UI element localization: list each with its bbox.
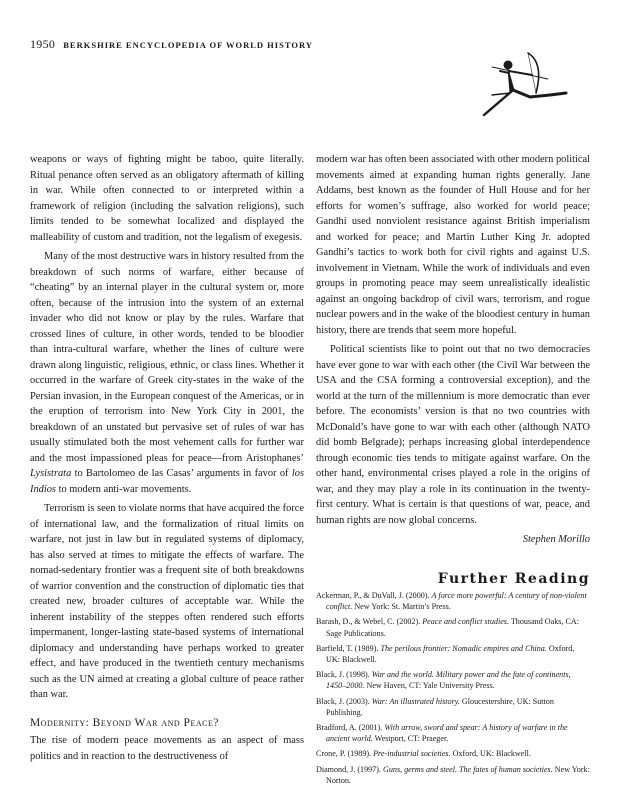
paragraph: modern war has often been associated with other modern political movements aimed at expanding human rights generally. Jane Addams, best known as the founder of Hull House and for her efforts for women’s suffrage, also worked for world peace; Gandhi used nonviolent resistance against British imperialism and worked for peace; and Martin Luther King Jr. adopted Gandhi’s tactics to work both for civil rights and against U.S. involvement in Vietnam. While the work of individuals and even groups in promoting peace may seem unrealistically idealistic against an ongoing backdrop of civil wars, terrorism, and rogue nuclear powers and in the wake of the bloodiest century in human history, there are trends that seem more hopeful. — [316, 154, 590, 336]
archer-icon — [470, 35, 570, 130]
paragraph: The rise of modern peace movements as an aspect of mass politics and in reaction to the destructiveness of — [30, 735, 304, 762]
further-reading-title: Further Reading — [437, 570, 590, 587]
page-number: 1950 — [30, 37, 56, 51]
paragraph: Terrorism is seen to violate norms that have acquired the force of international law, and the formalization of ritual limits on warfare, not just in law but in regulated systems of diplomacy, has also served at times to mitigate the effects of warfare. The nomad-sedentary frontier was a frequent site of both breakdowns of warrior convention and the construction of diplomatic ties that created new, broader cultures of acceptable war. While the inherent instability of the steppes often rendered such efforts impermanent, longer-lasting state-based systems of international diplomacy and understanding have perhaps worked to greater effect, and have produced in the twentieth century mechanisms such as the UN aimed at creating a global culture of peace rather than war. — [30, 503, 304, 700]
reference-item: Ackerman, P., & DuVall, J. (2000). A force more powerful: A century of non-violent conflict. New York: St. Martin’s Press. — [316, 591, 587, 612]
reference-item: Black, J. (2003). War: An illustrated history. Gloucestershire, UK: Sutton Publishing. — [316, 696, 554, 717]
running-title: BERKSHIRE ENCYCLOPEDIA OF WORLD HISTORY — [63, 40, 313, 50]
paragraph: Political scientists like to point out that no two democracies have ever gone to war with each other (the Civil War between the USA and the CSA forming a controversial exception), and the world at the turn of the millennium is more democratic than ever before. The economists’ version is that no two countries with McDonald’s have gone to war with each other (although NATO did bomb Belgrade); perhaps increasing global interdependence through economic ties tends to mitigate against warfare. On the other hand, environmental crises played a role in the origins of war, and they may play a role in its continuation in the twenty-first century. What is certain is that questions of war, peace, and human rights are now global concerns. — [316, 344, 590, 526]
reference-item: Diamond, J. (1997). Guns, germs and steel. The fates of human societies. New York: Norton. — [316, 764, 590, 785]
reference-item: Crone, P. (1989). Pre-industrial societies. Oxford, UK: Blackwell. — [316, 749, 531, 759]
reference-item: Barfield, T. (1989). The perilous frontier: Nomadic empires and China. Oxford, UK: Blackwell. — [316, 643, 575, 665]
section-heading: Modernity: Beyond War and Peace? — [30, 716, 219, 729]
right-column — [316, 152, 590, 790]
running-header — [30, 37, 313, 52]
reference-item: Bradford, A. (2001). With arrow, sword and spear: A history of warfare in the ancient world. Westport, CT: Praeger. — [316, 723, 568, 744]
reference-item: Black, J. (1998). War and the world. Military power and the fate of continents, 1450–2000. New Haven, CT: Yale University Press. — [316, 670, 571, 691]
paragraph: weapons or ways of fighting might be taboo, quite literally. Ritual penance often served as an obligatory aftermath of killing in war. While often connected to or interpreted within a framework of religion (including the salvation religions), such limits tended to be somewhat localized and displayed the malleability of custom and tradition, not the legalism of exegesis. — [30, 154, 304, 243]
reference-list — [316, 590, 590, 786]
reference-item: Barash, D., & Webel, C. (2002). Peace and conflict studies. Thousand Oaks, CA: Sage Publications. — [316, 617, 579, 638]
paragraph: Many of the most destructive wars in history resulted from the breakdown of such norms of warfare, either because of “cheating” by an internal player in the cultural system or, more often, because of the intrusion into the system of an external invader who did not know or play by the rules. Warfare that crossed lines of culture, in other words, tended to be bloodier than intra-cultural warfare, whether the lines of culture were drawn along linguistic, religious, ethnic, or class lines. Whether it occurred in the warfare of Greek city-states in the wake of the Persian invasion, in the European conquest of the Americas, or in the eruption of terrorism into New York City in 2001, the breakdown of an unstated but pervasive set of rules of war has usually stimulated both the most vehement calls for further war and the most impassioned pleas for peace—from Aristophanes’ Lysistrata to Bartolomeo de las Casas’ arguments in favor of los Indios to modern anti-war movements. — [30, 251, 304, 495]
author-signature: Stephen Morillo — [522, 534, 590, 545]
left-column — [30, 152, 304, 768]
